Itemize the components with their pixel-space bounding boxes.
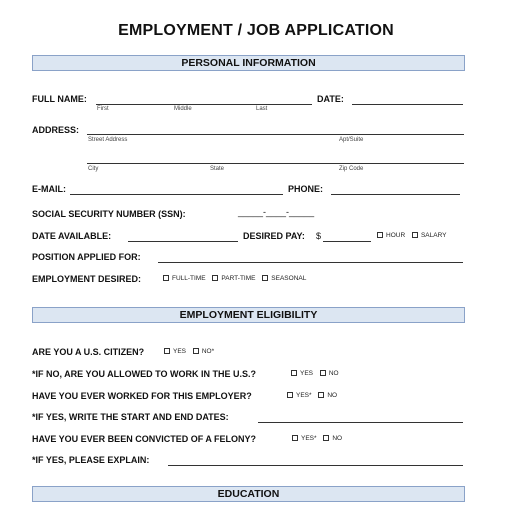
citizen-yes-checkbox[interactable] — [164, 348, 170, 354]
ssn-field[interactable]: _____-____-_____ — [238, 207, 315, 217]
salary-label: SALARY — [420, 232, 447, 239]
worked-here-no-label: NO — [327, 392, 338, 399]
work-auth-yes-checkbox[interactable] — [291, 370, 297, 376]
citizen-no-checkbox[interactable] — [193, 348, 199, 354]
worked-here-question: HAVE YOU EVER WORKED FOR THIS EMPLOYER? — [32, 391, 252, 401]
felony-no-label: NO — [332, 435, 343, 442]
ssn-label: SOCIAL SECURITY NUMBER (SSN): — [32, 209, 186, 219]
full-time-label: FULL-TIME — [172, 275, 206, 282]
city-caption: City — [88, 166, 99, 172]
date-available-field[interactable] — [128, 241, 238, 242]
felony-no-checkbox[interactable] — [323, 435, 329, 441]
date-label: DATE: — [317, 94, 344, 104]
section-header-education: EDUCATION — [32, 486, 465, 502]
seasonal-checkbox[interactable] — [262, 275, 268, 281]
explain-field[interactable] — [168, 465, 463, 466]
position-applied-field[interactable] — [158, 262, 463, 263]
apt-suite-caption: Apt/Suite — [339, 137, 364, 143]
worked-here-no-checkbox[interactable] — [318, 392, 324, 398]
phone-field[interactable] — [331, 194, 460, 195]
full-time-checkbox[interactable] — [163, 275, 169, 281]
phone-label: PHONE: — [288, 184, 324, 194]
section-header-personal: PERSONAL INFORMATION — [32, 55, 465, 71]
desired-pay-label: DESIRED PAY: — [243, 231, 305, 241]
full-name-field[interactable] — [96, 104, 312, 105]
worked-here-yes-label: YES* — [296, 392, 312, 399]
salary-checkbox[interactable] — [412, 232, 418, 238]
first-name-caption: First — [97, 106, 109, 112]
hour-label: HOUR — [386, 232, 406, 239]
work-auth-no-label: NO — [328, 370, 339, 377]
citizen-question: ARE YOU A U.S. CITIZEN? — [32, 347, 145, 357]
felony-yes-checkbox[interactable] — [292, 435, 298, 441]
part-time-checkbox[interactable] — [212, 275, 218, 281]
street-address-field[interactable] — [87, 134, 464, 135]
street-address-caption: Street Address — [88, 137, 128, 143]
dollar-sign: $ — [316, 231, 322, 241]
city-state-zip-field[interactable] — [87, 163, 464, 164]
position-applied-label: POSITION APPLIED FOR: — [32, 252, 141, 262]
section-header-eligibility: EMPLOYMENT ELIGIBILITY — [32, 307, 465, 323]
explain-label: *IF YES, PLEASE EXPLAIN: — [32, 455, 150, 465]
full-name-label: FULL NAME: — [32, 94, 87, 104]
work-auth-no-checkbox[interactable] — [320, 370, 326, 376]
work-auth-yes-label: YES — [300, 370, 314, 377]
seasonal-label: SEASONAL — [271, 275, 307, 282]
hour-checkbox[interactable] — [377, 232, 383, 238]
state-caption: State — [210, 166, 225, 172]
date-available-label: DATE AVAILABLE: — [32, 231, 112, 241]
date-field[interactable] — [352, 104, 463, 105]
employment-desired-label: EMPLOYMENT DESIRED: — [32, 274, 142, 284]
felony-question: HAVE YOU EVER BEEN CONVICTED OF A FELONY? — [32, 434, 257, 444]
email-label: E-MAIL: — [32, 184, 66, 194]
form-title: EMPLOYMENT / JOB APPLICATION — [118, 22, 394, 39]
address-label: ADDRESS: — [32, 125, 80, 135]
citizen-no-label: NO* — [201, 348, 215, 355]
email-field[interactable] — [70, 194, 283, 195]
work-authorization-question: *IF NO, ARE YOU ALLOWED TO WORK IN THE U.S.? — [32, 369, 257, 379]
start-end-dates-field[interactable] — [258, 422, 463, 423]
part-time-label: PART-TIME — [221, 275, 256, 282]
middle-name-caption: Middle — [174, 106, 192, 112]
felony-yes-label: YES* — [301, 435, 317, 442]
worked-here-yes-checkbox[interactable] — [287, 392, 293, 398]
citizen-yes-label: YES — [173, 348, 187, 355]
zip-code-caption: Zip Code — [339, 166, 364, 172]
desired-pay-field[interactable] — [323, 241, 371, 242]
last-name-caption: Last — [256, 106, 268, 112]
start-end-dates-question: *IF YES, WRITE THE START AND END DATES: — [32, 412, 229, 422]
